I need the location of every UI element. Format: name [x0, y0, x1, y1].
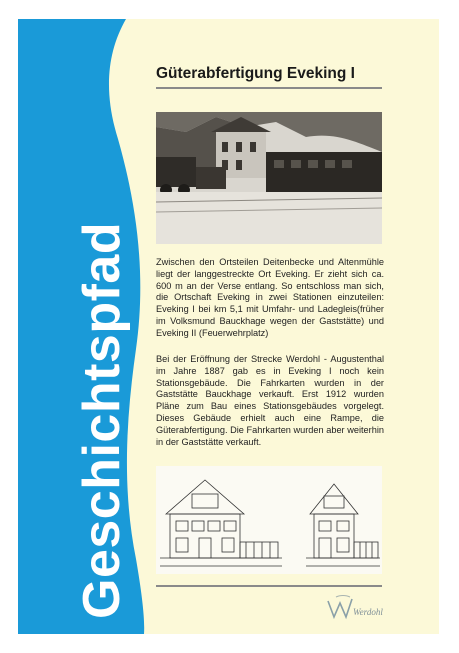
- poster-page: [18, 19, 439, 634]
- footer-rule: [156, 585, 382, 587]
- paragraph-1: Zwischen den Ortsteilen Deitenbecke und Altenmühle liegt der langgestreckte Ort Eveking. Er zieht sich ca. 600 m an der Verse entlang. So entschloss man sich, die Ortschaft Eveking in zwei Stationen einzuteilen: Eveking I bei km 5,1 mit Umfahr- und Ladegleis(früher im Volksmund Bauckhage wegen der Gaststätte) und Eveking II (Feuerwehrplatz): [156, 257, 384, 338]
- svg-text:Werdohl: Werdohl: [353, 607, 383, 617]
- title-rule: [156, 87, 382, 89]
- werdohl-logo: [326, 593, 384, 621]
- building-elevation-drawing: [156, 466, 382, 574]
- paragraph-2: Bei der Eröffnung der Strecke Werdohl - Augustenthal im Jahre 1887 gab es in Eveking I noch kein Stationsgebäude. Die Fahrkarten wurden in der Gaststätte Bauckhage verkauft. Erst 1912 wurden Pläne zum Bau eines Stationsgebäudes vorgelegt. Dieses Gebäude erhielt auch eine Rampe, die Güterabfertigung. Die Fahrkarten wurden aber weiterhin in der Gaststätte verkauft.: [156, 354, 384, 447]
- page-title: Güterabfertigung Eveking I: [156, 65, 355, 82]
- historic-train-photo: [156, 112, 382, 244]
- vertical-title: Geschichtspfad: [73, 221, 131, 619]
